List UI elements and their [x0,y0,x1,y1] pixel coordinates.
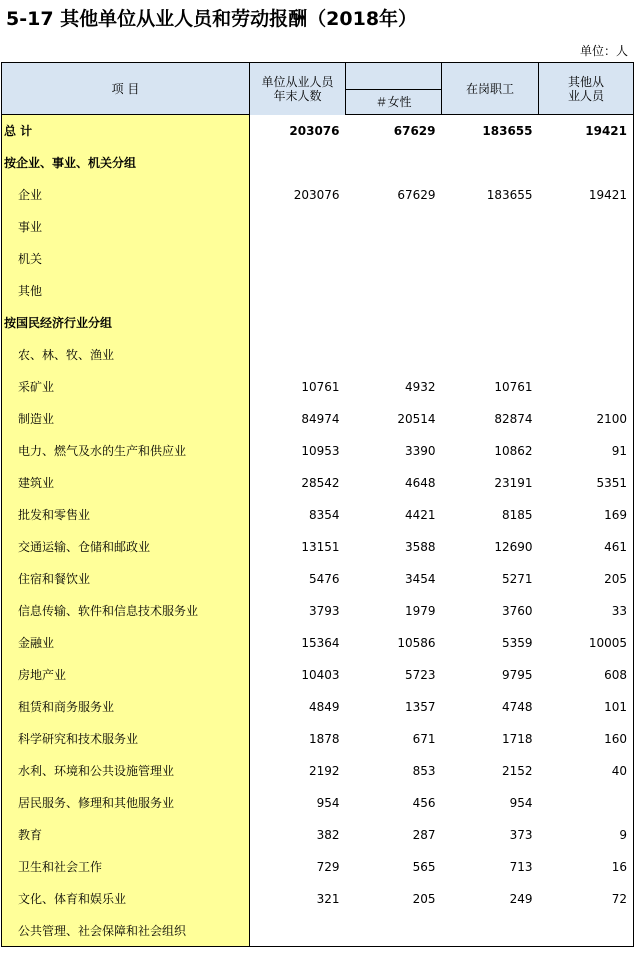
row-label: 制造业 [2,403,250,435]
table-row [2,595,634,627]
cell-other-employees: 72 [539,883,634,915]
cell-other-employees: 160 [539,723,634,755]
table-row [2,851,634,883]
row-label: 建筑业 [2,467,250,499]
cell-employees-year-end [250,211,346,243]
table-row [2,403,634,435]
row-label: 机关 [2,243,250,275]
table-row [2,179,634,211]
cell-other-employees [539,307,634,339]
row-label: 事业 [2,211,250,243]
cell-other-employees [539,211,634,243]
cell-other-employees: 608 [539,659,634,691]
cell-other-employees [539,787,634,819]
cell-on-post-staff [442,915,539,947]
cell-other-employees [539,243,634,275]
cell-other-employees [539,147,634,179]
cell-on-post-staff [442,339,539,371]
cell-other-employees: 19421 [539,115,634,147]
cell-on-post-staff: 2152 [501,763,533,778]
table-row [2,563,634,595]
cell-on-post-staff [442,211,539,243]
cell-on-post-staff: 82874 [494,411,533,426]
cell-female [346,243,442,275]
table-body [2,115,634,947]
header-other-employees: 其他从 业人员 [539,63,634,115]
table-row [2,883,634,915]
row-label: 科学研究和技术服务业 [2,723,250,755]
table-row [2,787,634,819]
table-row-total [2,115,634,147]
cell-other-employees: 461 [539,531,634,563]
row-label: 交通运输、仓储和邮政业 [2,531,250,563]
header-employees-year-end: 单位从业人员 年末人数 [250,63,346,115]
table-row [2,211,634,243]
unit-label: 单位：人 [579,44,628,58]
cell-on-post-staff: 12690 [494,539,533,554]
row-label: 文化、体育和娱乐业 [2,883,250,915]
cell-other-employees: 16 [539,851,634,883]
cell-other-employees: 10005 [539,627,634,659]
cell-employees-year-end: 10953 [301,443,340,458]
cell-employees-year-end: 5476 [308,571,340,586]
cell-other-employees [539,371,634,403]
cell-female: 67629 [397,187,436,202]
cell-on-post-staff [442,243,539,275]
cell-employees-year-end: 84974 [301,411,340,426]
cell-other-employees: 40 [539,755,634,787]
cell-female: 287 [412,827,436,842]
cell-female: 10586 [397,635,436,650]
cell-on-post-staff: 3760 [501,603,533,618]
table-row [2,659,634,691]
cell-other-employees: 19421 [539,179,634,211]
cell-employees-year-end: 28542 [301,475,340,490]
cell-employees-year-end: 3793 [308,603,340,618]
row-label: 教育 [2,819,250,851]
cell-employees-year-end [250,339,346,371]
cell-on-post-staff: 183655 [482,123,533,138]
cell-other-employees: 5351 [539,467,634,499]
cell-on-post-staff: 4748 [501,699,533,714]
cell-other-employees [539,339,634,371]
row-label: 企业 [2,179,250,211]
cell-employees-year-end: 10761 [301,379,340,394]
cell-female: 853 [412,763,436,778]
cell-employees-year-end: 15364 [301,635,340,650]
table-row [2,531,634,563]
table-row [2,915,634,947]
row-label: 公共管理、社会保障和社会组织 [2,915,250,947]
cell-on-post-staff: 1718 [501,731,533,746]
cell-employees-year-end [250,275,346,307]
cell-female [346,211,442,243]
header-employees-spacer [346,63,442,90]
table-row-group-heading [2,307,634,339]
cell-female: 67629 [393,123,436,138]
cell-on-post-staff: 5359 [501,635,533,650]
cell-employees-year-end [250,307,346,339]
cell-female: 4421 [404,507,436,522]
cell-employees-year-end [250,915,346,947]
cell-on-post-staff: 954 [509,795,533,810]
cell-employees-year-end: 382 [316,827,340,842]
cell-on-post-staff: 10761 [494,379,533,394]
cell-female [346,915,442,947]
cell-other-employees [539,275,634,307]
cell-female: 1357 [404,699,436,714]
cell-other-employees: 169 [539,499,634,531]
cell-on-post-staff: 183655 [486,187,533,202]
table-row [2,339,634,371]
table-row [2,467,634,499]
row-label: 信息传输、软件和信息技术服务业 [2,595,250,627]
cell-on-post-staff [442,307,539,339]
cell-on-post-staff: 249 [509,891,533,906]
table-row [2,755,634,787]
row-label: 水利、环境和公共设施管理业 [2,755,250,787]
row-label: 房地产业 [2,659,250,691]
statistics-table [1,62,634,947]
row-label: 按国民经济行业分组 [2,307,250,339]
header-female: ＃女性 [346,90,442,115]
cell-other-employees: 2100 [539,403,634,435]
cell-on-post-staff: 23191 [494,475,533,490]
cell-female: 5723 [404,667,436,682]
cell-female: 3454 [404,571,436,586]
cell-female [346,307,442,339]
row-label: 金融业 [2,627,250,659]
cell-female: 1979 [404,603,436,618]
cell-female: 3390 [404,443,436,458]
cell-other-employees: 9 [539,819,634,851]
table-row-group-heading [2,147,634,179]
cell-employees-year-end: 10403 [301,667,340,682]
row-label: 居民服务、修理和其他服务业 [2,787,250,819]
cell-other-employees: 205 [539,563,634,595]
cell-on-post-staff: 8185 [501,507,533,522]
cell-other-employees [539,915,634,947]
table-row [2,435,634,467]
cell-female: 4648 [404,475,436,490]
cell-employees-year-end: 8354 [308,507,340,522]
cell-employees-year-end: 1878 [308,731,340,746]
cell-female [346,275,442,307]
row-label: 租赁和商务服务业 [2,691,250,723]
cell-employees-year-end: 729 [316,859,340,874]
header-item: 项 目 [2,63,250,115]
cell-employees-year-end: 2192 [308,763,340,778]
cell-on-post-staff: 5271 [501,571,533,586]
row-label: 其他 [2,275,250,307]
cell-employees-year-end: 954 [316,795,340,810]
cell-on-post-staff: 10862 [494,443,533,458]
table-row [2,499,634,531]
cell-female: 205 [412,891,436,906]
cell-on-post-staff [442,275,539,307]
cell-female: 4932 [404,379,436,394]
table-row [2,819,634,851]
table-row [2,627,634,659]
cell-on-post-staff: 713 [509,859,533,874]
row-label: 电力、燃气及水的生产和供应业 [2,435,250,467]
cell-other-employees: 91 [539,435,634,467]
row-label: 批发和零售业 [2,499,250,531]
cell-female [346,339,442,371]
table-row [2,275,634,307]
cell-female: 671 [412,731,436,746]
cell-employees-year-end: 203076 [293,187,340,202]
row-label: 农、林、牧、渔业 [2,339,250,371]
cell-on-post-staff: 373 [509,827,533,842]
header-on-post-staff: 在岗职工 [442,63,539,115]
cell-employees-year-end [250,147,346,179]
cell-female: 456 [412,795,436,810]
cell-other-employees: 101 [539,691,634,723]
cell-employees-year-end: 4849 [308,699,340,714]
row-label: 按企业、事业、机关分组 [2,147,250,179]
cell-employees-year-end [250,243,346,275]
table-row [2,371,634,403]
row-label: 卫生和社会工作 [2,851,250,883]
cell-on-post-staff: 9795 [501,667,533,682]
cell-female: 3588 [404,539,436,554]
row-label: 总 计 [2,115,250,147]
cell-female: 20514 [397,411,436,426]
row-label: 住宿和餐饮业 [2,563,250,595]
row-label: 采矿业 [2,371,250,403]
cell-employees-year-end: 321 [316,891,340,906]
table-row [2,691,634,723]
cell-on-post-staff [442,147,539,179]
table-row [2,243,634,275]
cell-employees-year-end: 203076 [289,123,340,138]
cell-employees-year-end: 13151 [301,539,340,554]
table-header [2,63,634,115]
cell-other-employees: 33 [539,595,634,627]
cell-female [346,147,442,179]
cell-female: 565 [412,859,436,874]
table-row [2,723,634,755]
page-title: 5-17 其他单位从业人员和劳动报酬（2018年） [6,8,418,30]
